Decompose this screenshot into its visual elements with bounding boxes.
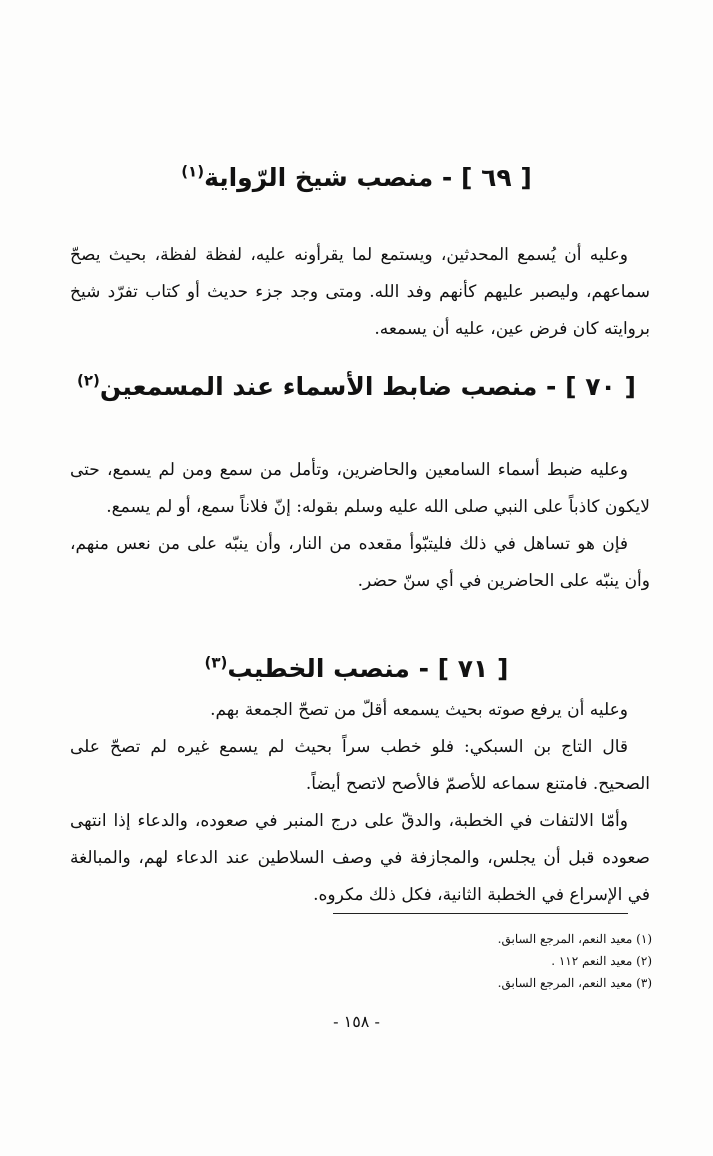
section-heading-70-text: [ ٧٠ ] - منصب ضابط الأسماء عند المسمعين — [99, 372, 636, 401]
section-heading-71 — [0, 652, 713, 686]
paragraph: قال التاج بن السبكي: فلو خطب سراً بحيث لم يسمع غيره لم تصحّ على الصحيح. فامتنع سماعه للأصمّ فالأصح لاتصح أيضاً. — [70, 737, 650, 794]
section-body-70 — [70, 452, 650, 600]
paragraph: وعليه أن يُسمع المحدثين، ويستمع لما يقرأونه عليه، لفظة لفظة، بحيث يصحّ سماعهم، وليصبر عليهم كأنهم وفد الله. ومتى وجد جزء حديث أو كتاب تفرّد شيخ بروايته كان فرض عين، عليه أن يسمعه. — [70, 245, 650, 339]
footnote-ref-1: (١) — [181, 162, 205, 181]
page-number: - ١٥٨ - — [333, 1012, 380, 1031]
paragraph: وعليه ضبط أسماء السامعين والحاضرين، وتأمل من سمع ومن لم يسمع، حتى لايكون كاذباً على النبي صلى الله عليه وسلم بقوله: إنّ فلاناً سمع، أو لم يسمع. — [70, 460, 650, 517]
section-heading-69 — [0, 161, 713, 195]
footnote-divider — [333, 913, 628, 914]
paragraph: وعليه أن يرفع صوته بحيث يسمعه أقلّ من تصحّ الجمعة بهم. — [210, 700, 628, 720]
section-heading-71-text: [ ٧١ ] - منصب الخطيب — [227, 654, 509, 683]
footnote-2: (٢) معيد النعم ١١٢ . — [551, 954, 652, 968]
section-heading-69-text: [ ٦٩ ] - منصب شيخ الرّواية — [204, 163, 532, 192]
section-body-69 — [70, 237, 650, 348]
footnote-ref-3: (٣) — [204, 653, 228, 672]
footnotes — [90, 928, 652, 994]
footnote-3: (٣) معيد النعم، المرجع السابق. — [497, 976, 652, 990]
footnote-1: (١) معيد النعم، المرجع السابق. — [497, 932, 652, 946]
paragraph: وأمّا الالتفات في الخطبة، والدقّ على درج المنبر في صعوده، والدعاء إذا انتهى صعوده قبل أن يجلس، والمجازفة في وصف السلاطين عند الدعاء لهم، والمبالغة في الإسراع في الخطبة الثانية، فكل ذلك مكروه. — [70, 811, 650, 905]
paragraph: فإن هو تساهل في ذلك فليتبّوأ مقعده من النار، وأن ينبّه على من نعس منهم، وأن ينبّه على الحاضرين في أي سنّ حضر. — [70, 534, 650, 591]
footnote-ref-2: (٢) — [77, 371, 100, 390]
section-heading-70 — [0, 370, 713, 404]
section-body-71 — [70, 692, 650, 914]
